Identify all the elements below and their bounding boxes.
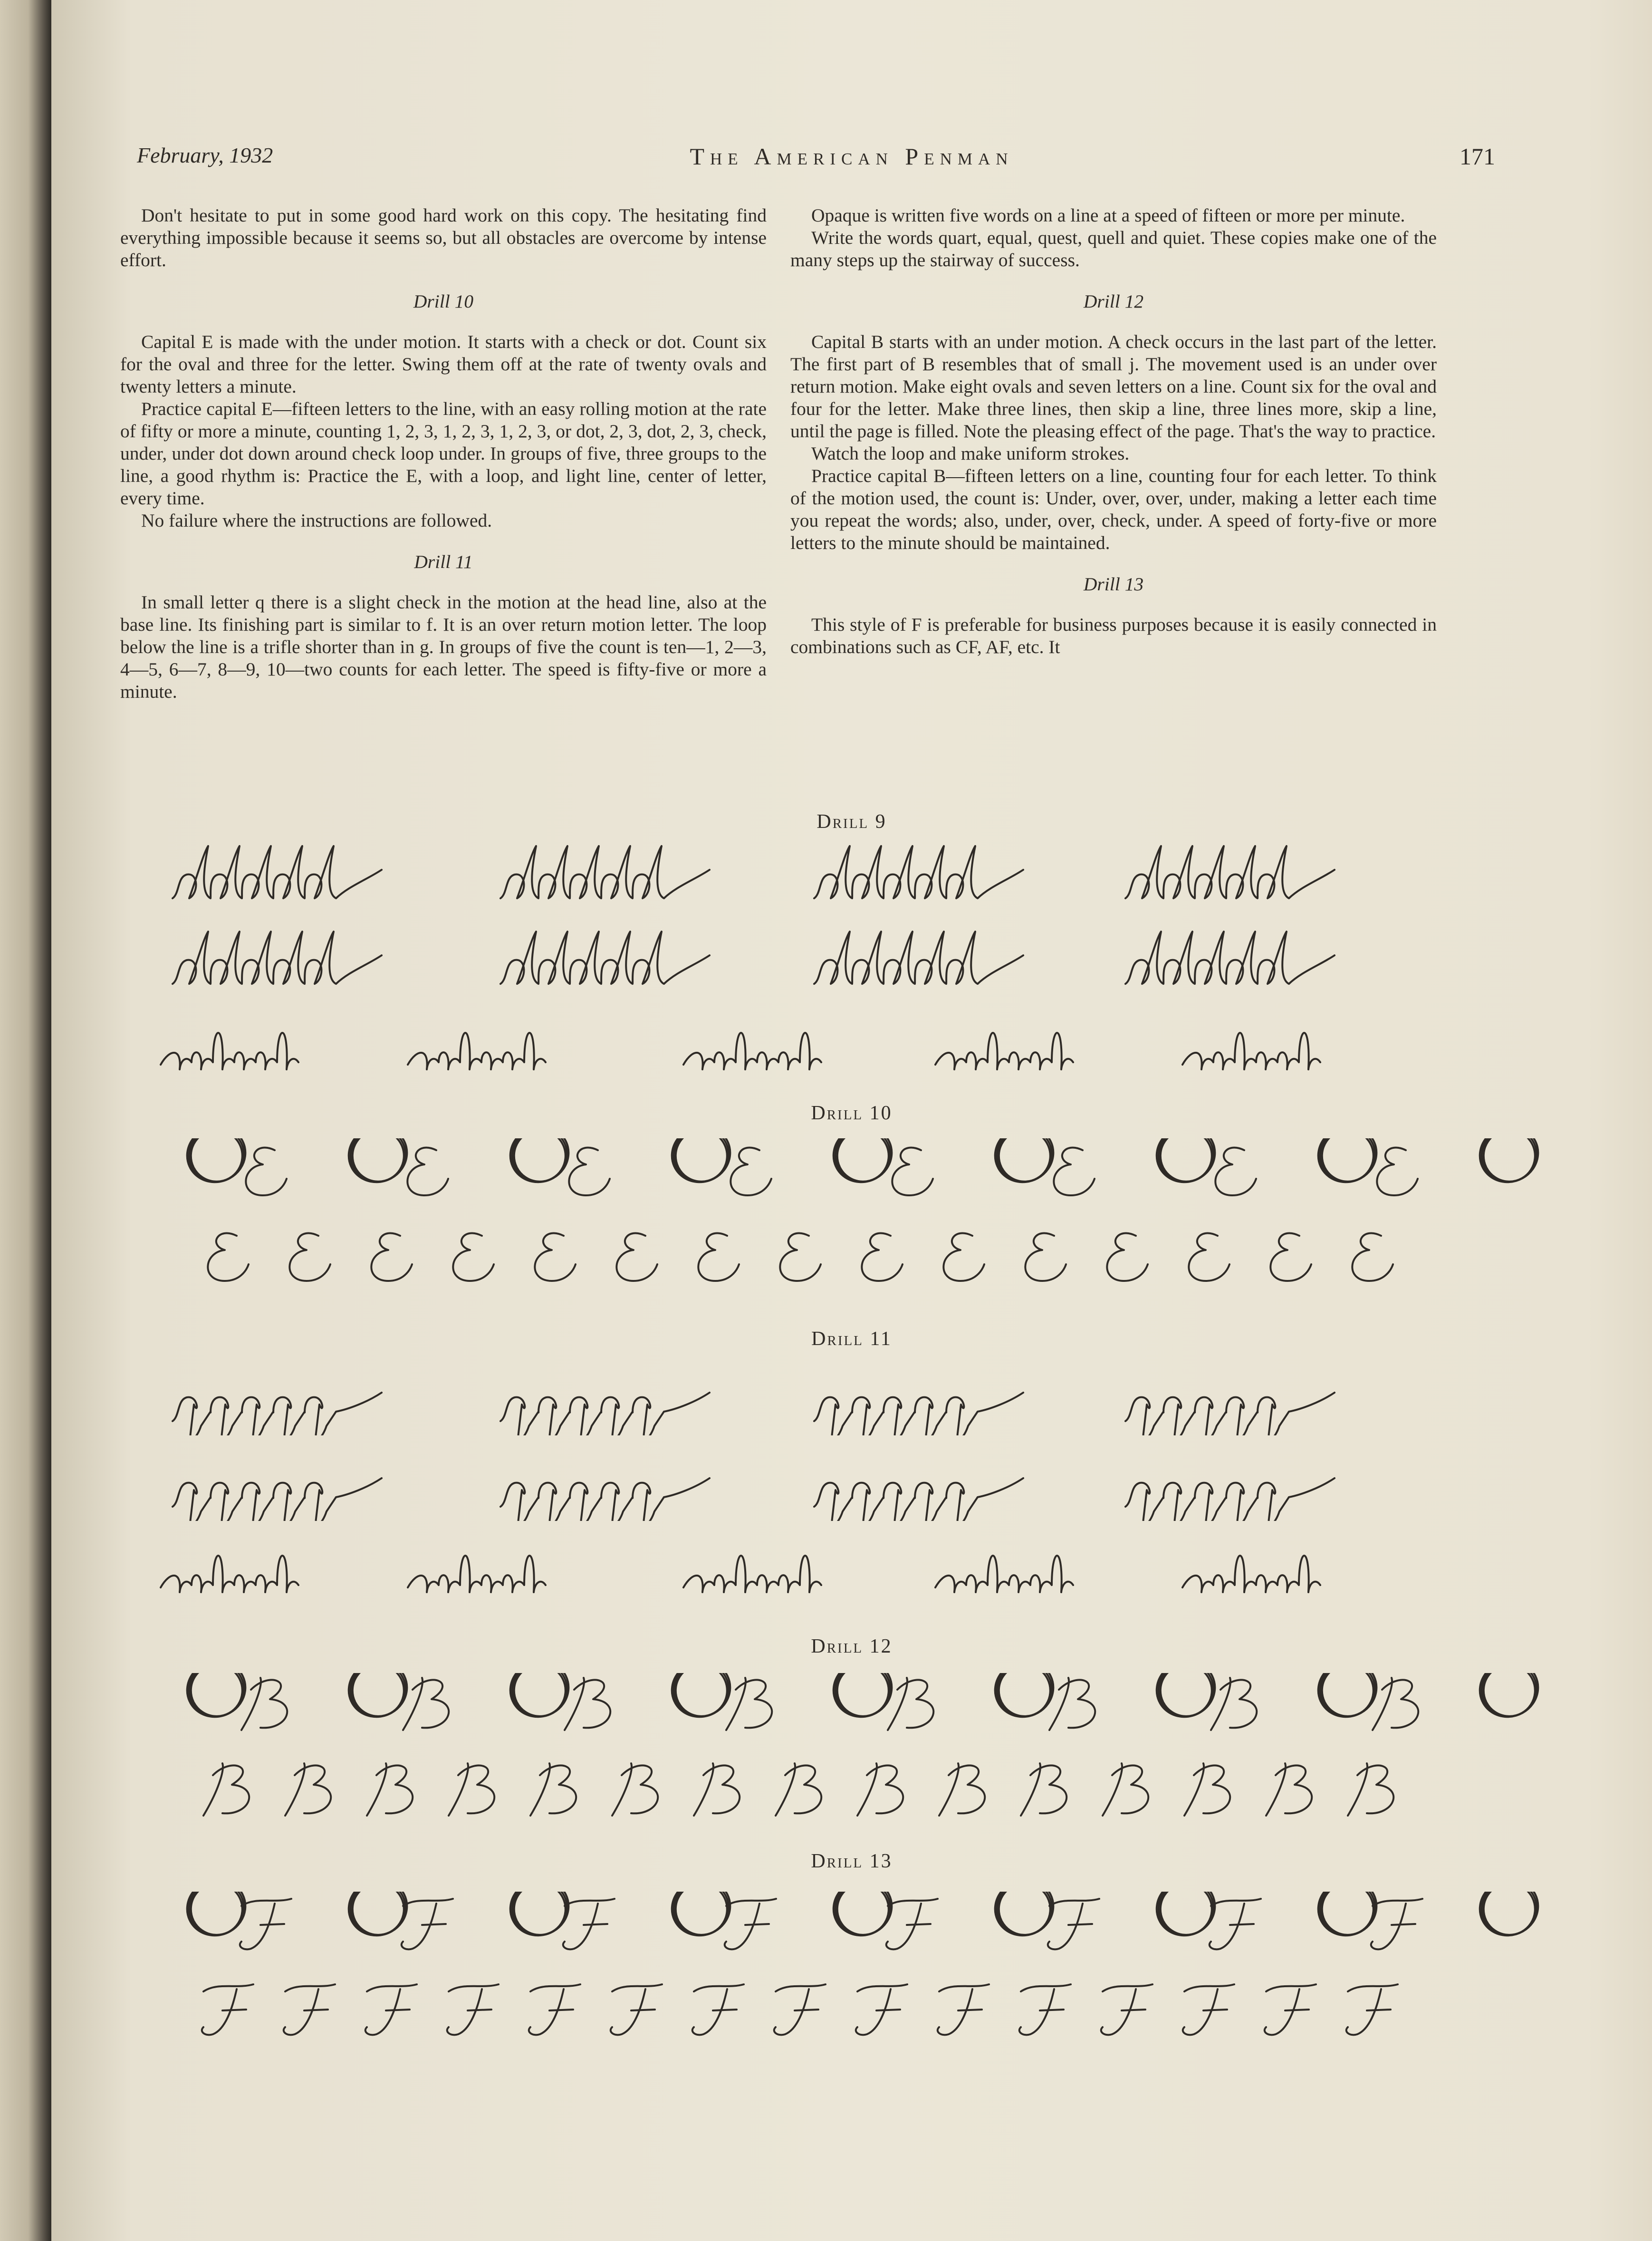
penmanship-strokes <box>51 1450 1652 1521</box>
penmanship-strokes <box>51 1759 1652 1830</box>
header-title: The American Penman <box>690 143 1014 170</box>
script-row <box>51 1892 1652 1963</box>
paragraph: Write the words quart, equal, quest, quell and quiet. These copies make one of the many steps up the stairway of success. <box>790 227 1437 270</box>
penmanship-strokes <box>51 1224 1652 1295</box>
plate-label-drill-13: Drill 13 <box>811 1850 893 1872</box>
paragraph: Capital B starts with an under motion. A check occurs in the last part of the letter. The first part of B resembles that of small j. The movement used is an under over return motion. Make eight ovals and seven letters on a line. Count six for the oval and four for the letter. Make three lines, then skip a line, three lines more, skip a line, until the page is filled. Note the pleasing effect of the page. That's the way to practice. <box>790 331 1437 442</box>
script-row <box>51 1450 1652 1521</box>
paragraph: No failure where the instructions are followed. <box>141 510 492 531</box>
script-row <box>51 927 1652 998</box>
script-row <box>51 1535 1652 1606</box>
plate-label-drill-12: Drill 12 <box>811 1635 893 1657</box>
magazine-page <box>51 0 1652 2241</box>
paragraph: Opaque is written five words on a line at a speed of fifteen or more per minute. <box>811 205 1405 226</box>
page-number: 171 <box>1460 143 1495 170</box>
script-row <box>51 1364 1652 1435</box>
paragraph: Don't hesitate to put in some good hard work on this copy. The hesitating find everything impossible because it seems so, but all obstacles are overcome by intense effort. <box>120 205 767 270</box>
plate-label-drill-10: Drill 10 <box>811 1102 893 1124</box>
running-header <box>51 143 1652 185</box>
script-row <box>51 1012 1652 1084</box>
script-row <box>51 841 1652 913</box>
script-row <box>51 1224 1652 1295</box>
penmanship-strokes <box>51 841 1652 913</box>
right-column <box>790 204 1437 658</box>
paragraph: Capital E is made with the under motion. It starts with a check or dot. Count six for the oval and three for the letter. Swing them off at the rate of twenty ovals and twenty letters a minute. <box>120 331 767 397</box>
header-date: February, 1932 <box>137 143 273 167</box>
penmanship-strokes <box>51 1012 1652 1084</box>
paragraph: In small letter q there is a slight check in the motion at the head line, also at the base line. Its finishing part is similar to f. It is an over return motion letter. The loop below the line is a trifle shorter than in g. In groups of five the count is ten—1, 2—3, 4—5, 6—7, 8—9, 10—two counts for each letter. The speed is fifty-five or more a minute. <box>120 592 767 702</box>
penmanship-strokes <box>51 1535 1652 1606</box>
drill-heading: Drill 11 <box>414 551 473 572</box>
penmanship-strokes <box>51 1977 1652 2049</box>
script-row <box>51 1138 1652 1210</box>
penmanship-strokes <box>51 1364 1652 1435</box>
paragraph: Watch the loop and make uniform strokes. <box>811 443 1130 464</box>
script-row <box>51 1759 1652 1830</box>
paragraph: Practice capital E—fifteen letters to the line, with an easy rolling motion at the rate of fifty or more a minute, counting 1, 2, 3, 1, 2, 3, 1, 2, 3, or dot, 2, 3, dot, 2, 3, check, under, under dot down around check loop under. In groups of five, three groups to the line, a good rhythm is: Practice the E, with a loop, and light line, center of letter, every time. <box>120 398 767 509</box>
penmanship-strokes <box>51 1892 1652 1963</box>
drill-heading: Drill 13 <box>1083 574 1144 595</box>
left-column <box>120 204 767 703</box>
script-row <box>51 1977 1652 2049</box>
drill-heading: Drill 12 <box>1083 291 1144 312</box>
penmanship-strokes <box>51 1673 1652 1744</box>
binding-gutter <box>0 0 51 2241</box>
script-row <box>51 1673 1652 1744</box>
penmanship-strokes <box>51 927 1652 998</box>
paragraph: Practice capital B—fifteen letters on a line, counting four for each letter. To think of the motion used, the count is: Under, over, over, under, making a letter each time you repeat the words; also, under, over, check, under. A speed of forty-five or more letters to the minute should be maintained. <box>790 465 1437 553</box>
paragraph: This style of F is preferable for business purposes because it is easily connected in combinations such as CF, AF, etc. It <box>790 614 1437 657</box>
penmanship-strokes <box>51 1138 1652 1210</box>
drill-heading: Drill 10 <box>413 291 474 312</box>
plate-label-drill-11: Drill 11 <box>811 1328 892 1350</box>
plate-label-drill-9: Drill 9 <box>816 811 887 833</box>
